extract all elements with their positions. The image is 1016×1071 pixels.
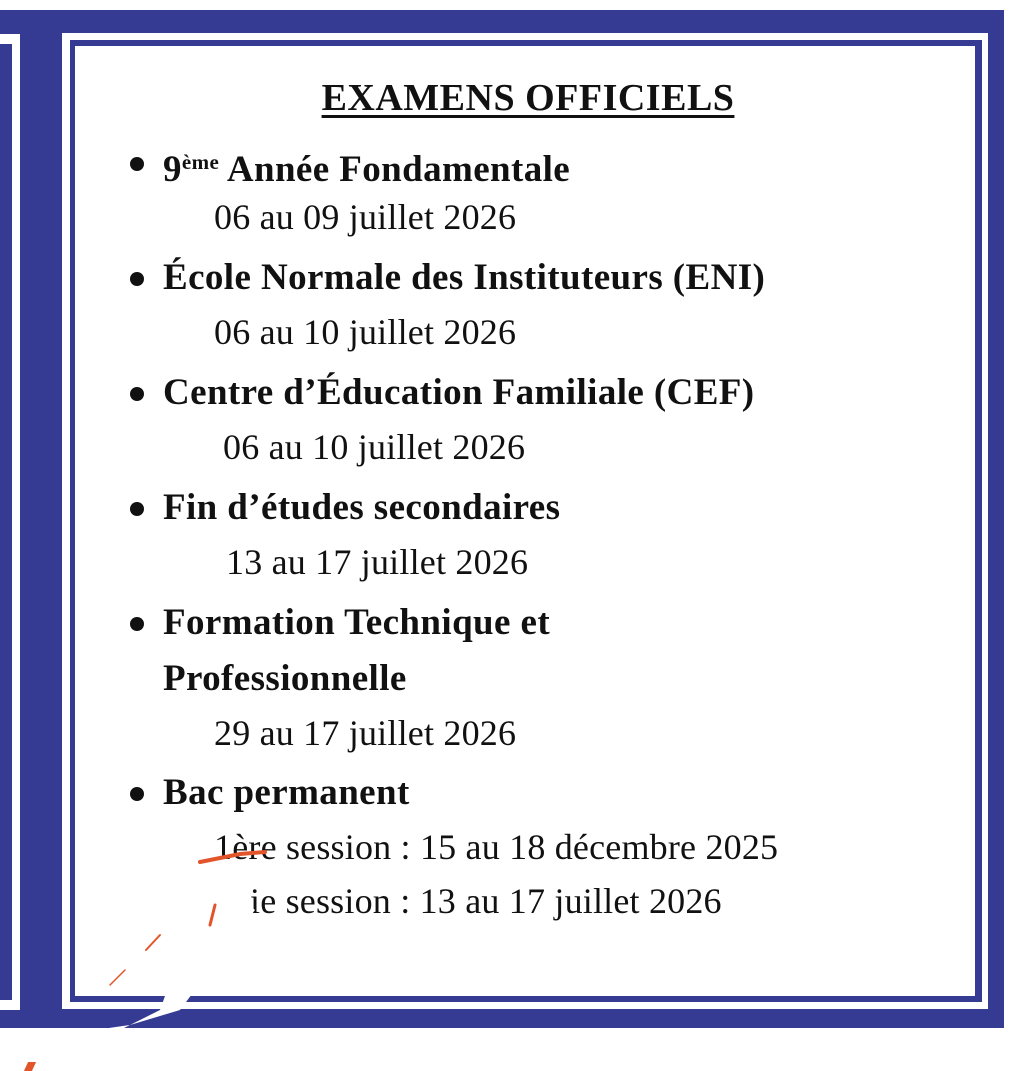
bullet: [130, 502, 144, 516]
item-date: 06 au 10 juillet 2026: [214, 312, 517, 352]
item-label-line1: Formation Technique et: [163, 602, 551, 643]
item-label: 9ème Année Fondamentale: [163, 149, 571, 190]
page-title: EXAMENS OFFICIELS: [321, 77, 735, 119]
frame-right-edge: [1004, 10, 1016, 1028]
session-line-2: ie session : 13 au 17 juillet 2026: [250, 881, 722, 921]
bullet: [130, 617, 144, 631]
item-date: 29 au 17 juillet 2026: [214, 713, 517, 753]
item-label: Bac permanent: [163, 772, 410, 813]
item-label: Centre d’Éducation Familiale (CEF): [163, 372, 755, 413]
item-date: 06 au 09 juillet 2026: [214, 197, 517, 237]
bullet: [130, 157, 144, 171]
item-date: 13 au 17 juillet 2026: [226, 542, 529, 582]
left-panel-inner: [0, 44, 12, 1000]
item-label: École Normale des Instituteurs (ENI): [163, 257, 766, 298]
handwritten-mark: [60, 850, 280, 1071]
bullet: [130, 787, 144, 801]
bullet: [130, 387, 144, 401]
item-label-line2: Professionnelle: [163, 658, 407, 699]
item-label: Fin d’études secondaires: [163, 487, 561, 528]
item-date: 06 au 10 juillet 2026: [223, 427, 526, 467]
session-line-1: 1ère session : 15 au 18 décembre 2025: [214, 827, 779, 867]
bullet: [130, 272, 144, 286]
